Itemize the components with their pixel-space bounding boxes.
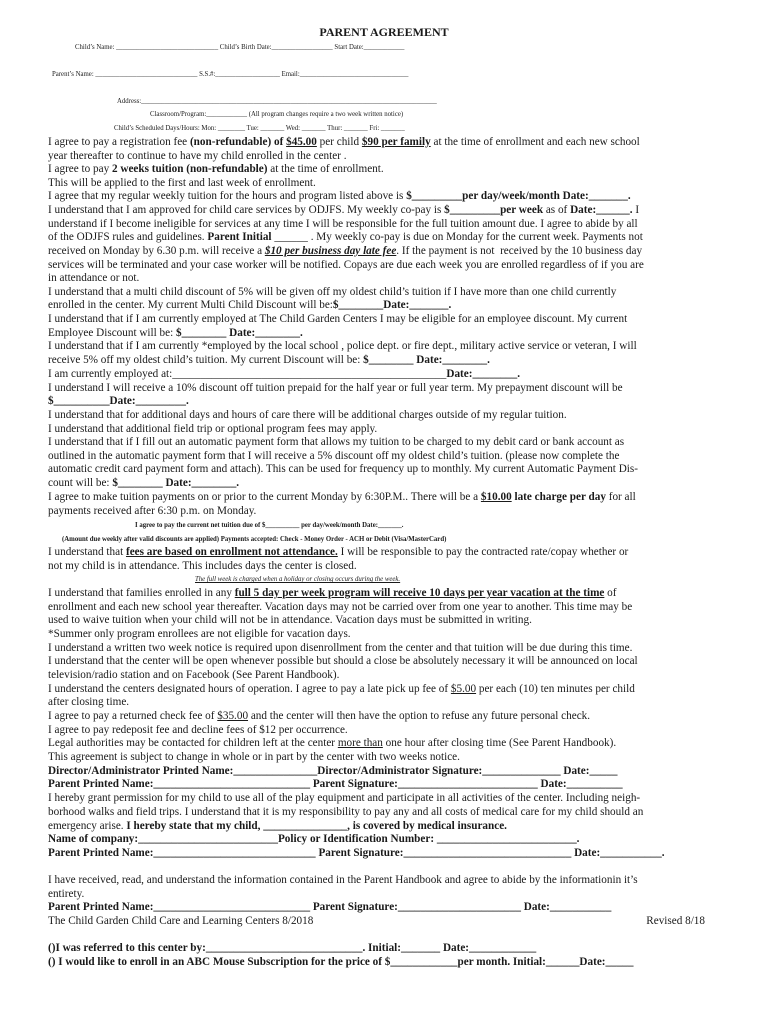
employee-line-1: I understand that if I am currently employed at The Child Garden Centers I may be eligible for an employee discount. My current (48, 313, 628, 325)
closing-line-2: television/radio station and on Facebook (See Parent Handbook). (48, 669, 340, 681)
insured-child-field[interactable]: I hereby state that my child, _______________, is covered by medical insurance. (126, 820, 507, 832)
parent-signature-row-2[interactable]: Parent Printed Name:_____________________________ Parent Signature:______________________________ Date:___________. (48, 847, 665, 859)
prepay-line-1: I understand I will receive a 10% discount off tuition prepaid for the half year or full year term. My prepayment discount will be (48, 382, 623, 394)
footer-revision: Revised 8/18 (646, 915, 705, 927)
auto-pay-discount-field[interactable]: $________ Date:________. (112, 477, 240, 489)
fees-line-2: not my child is in attendance. This includes days the center is closed. (48, 560, 357, 572)
redeposit-fee-line: I agree to pay redeposit fee and decline fees of $12 per occurrence. (48, 724, 348, 736)
military-discount-field[interactable]: $________ Date:________. (363, 354, 490, 366)
employer-date-field[interactable]: Date:________. (446, 368, 520, 380)
odjfs-line-1: I understand that I am approved for child care services by ODJFS. My weekly co-pay is $_________per week as of Date:______. I (48, 204, 640, 216)
copay-field[interactable]: $_________per week (444, 204, 544, 216)
weekly-tuition-field[interactable]: $_________per day/week/month Date:_______. (406, 190, 631, 202)
parent-initial-field[interactable]: ______ . My weekly co-pay is due on Monday for the current week. Payments not (271, 231, 643, 243)
abc-mouse-row[interactable]: () I would like to enroll in an ABC Mouse Subscription for the price of $____________per month. Initial:______Date:_____ (48, 956, 634, 968)
military-line-2: receive 5% off my oldest child’s tuition. My current Discount will be: $________ Date:________. (48, 354, 490, 366)
odjfs-line-2: understand if I become ineligible for services at any time I will be responsible for the full tuition amount due. I agree to abide by all (48, 218, 638, 230)
director-signature-row[interactable]: Director/Administrator Printed Name:_______________Director/Administrator Signature:______________ Date:_____ (48, 765, 618, 777)
odjfs-line-6: in attendance or not. (48, 272, 140, 284)
returned-check-line: I agree to pay a returned check fee of $35.00 and the center will then have the option to refuse any future personal check. (48, 710, 591, 722)
registration-fee-line-2: year thereafter to continue to have my child enrolled in the center . (48, 150, 347, 162)
fees-line-1: I understand that fees are based on enrollment not attendance. I will be responsible to pay the contracted rate/copay whether or (48, 546, 629, 558)
multi-child-line-2: enrolled in the center. My current Multi Child Discount will be:$________Date:_______. (48, 299, 452, 311)
registration-fee-line: I agree to pay a registration fee (non-refundable) of $45.00 per child $90 per family at the time of enrollment and each new school (48, 136, 640, 148)
full-week-note: The full week is charged when a holiday or closing occurs during the week. (195, 576, 401, 583)
referral-row[interactable]: ()I was referred to this center by:____________________________. Initial:_______ Date:____________ (48, 942, 537, 954)
handbook-line-1: I have received, read, and understand the information contained in the Parent Handbook and agree to abide by the informationin it’s (48, 874, 638, 886)
auto-pay-line-4: count will be: $________ Date:________. (48, 477, 240, 489)
parent-signature-row-3[interactable]: Parent Printed Name:____________________________ Parent Signature:______________________ Date:___________ (48, 901, 612, 913)
field-trip-line: I understand that additional field trip or optional program fees may apply. (48, 423, 378, 435)
parent-info-row[interactable]: Parent’s Name: ______________________________ S.S.#:___________________ Email:________________________________ (52, 71, 409, 78)
copay-date-field[interactable]: Date:______. (570, 204, 633, 216)
address-field[interactable]: Address:_______________________________________________________________________________________ (117, 98, 437, 105)
military-line-3: I am currently employed at:_________________________________________________Date:________. (48, 368, 520, 380)
closing-line-1: I understand that the center will be open whenever possible but should a close be absolutely necessary it will be announced on local (48, 655, 638, 667)
late-pickup-line-2: after closing time. (48, 696, 130, 708)
child-info-row[interactable]: Child’s Name: ______________________________ Child’s Birth Date:__________________ Start Date:____________ (75, 44, 405, 51)
late-pickup-line-1: I understand the centers designated hours of operation. I agree to pay a late pick up fee of $5.00 per each (10) ten minutes per child (48, 683, 635, 695)
late-charge-line-2: payments received after 6:30 p.m. on Monday. (48, 505, 257, 517)
military-line-1: I understand that if I am currently *employed by the local school , police dept. or fire dept., military active service or veteran, I will (48, 340, 637, 352)
odjfs-line-3: of the ODJFS rules and guidelines. Parent Initial ______ . My weekly co-pay is due on Monday for the current week. Payments not (48, 231, 643, 243)
tuition-deposit-line: I agree to pay 2 weeks tuition (non-refundable) at the time of enrollment. (48, 163, 384, 175)
employee-discount-field[interactable]: $________ Date:________. (176, 327, 303, 339)
auto-pay-line-3: automatic credit card payment form and attach). This can be used for frequency up to monthly. My current Automatic Payment Dis- (48, 463, 638, 475)
footer-organization: The Child Garden Child Care and Learning Centers 8/2018 (48, 915, 314, 927)
prepay-discount-field[interactable]: $__________Date:_________. (48, 395, 189, 407)
net-tuition-field[interactable]: I agree to pay the current net tuition due of $__________ per day/week/month Date:_______. (135, 522, 404, 529)
permission-line-3: emergency arise. I hereby state that my child, _______________, is covered by medical insurance. (48, 820, 507, 832)
vacation-line-2: enrollment and each new school year thereafter. Vacation days may not be carried over from one year to another. This time may be (48, 601, 633, 613)
subject-to-change-line: This agreement is subject to change in whole or in part by the center with two weeks notice. (48, 751, 460, 763)
additional-charges-line: I understand that for additional days and hours of care there will be additional charges outside of my regular tuition. (48, 409, 567, 421)
permission-line-2: borhood walks and field trips. I understand that it is my responsibility to pay any and all costs of medical care for my child should an (48, 806, 644, 818)
odjfs-line-5: services will be terminated and your case worker will be notified. Copays are due each week you are enrolled regardless of if you are (48, 259, 644, 271)
late-charge-line-1: I agree to make tuition payments on or prior to the current Monday by 6:30P.M.. There will be a $10.00 late charge per day for all (48, 491, 636, 503)
vacation-line-1: I understand that families enrolled in any full 5 day per week program will receive 10 days per year vacation at the time of (48, 587, 617, 599)
employer-field[interactable]: _________________________________________________ (172, 368, 447, 380)
classroom-field[interactable]: Classroom/Program:____________ (All program changes require a two week written notice) (150, 111, 404, 118)
employee-line-2: Employee Discount will be: $________ Date:________. (48, 327, 303, 339)
multi-child-discount-field[interactable]: $________Date:_______. (332, 299, 452, 311)
auto-pay-line-1: I understand that if I fill out an automatic payment form that allows my tuition to be charged to my debit card or bank account as (48, 436, 625, 448)
odjfs-line-4: received on Monday by 6.30 p.m. will receive a $10 per business day late fee. If the payment is not received by the 10 business day (48, 245, 643, 257)
tuition-deposit-line-2: This will be applied to the first and last week of enrollment. (48, 177, 316, 189)
handbook-line-2: entirety. (48, 888, 85, 900)
vacation-line-4: *Summer only program enrollees are not eligible for vacation days. (48, 628, 351, 640)
document-title: PARENT AGREEMENT (319, 25, 449, 39)
schedule-field[interactable]: Child’s Scheduled Days/Hours: Mon: ________ Tue: _______ Wed: _______ Thur: _______ Fri: _______ (114, 125, 405, 132)
parent-signature-row-1[interactable]: Parent Printed Name:____________________________ Parent Signature:_________________________ Date:__________ (48, 778, 623, 790)
insurance-company-row[interactable]: Name of company:_________________________Policy or Identification Number: _________________________. (48, 833, 580, 845)
auto-pay-line-2: outlined in the automatic payment form that I will receive a 5% discount off my oldest child’s tuition. (please now complete the (48, 450, 620, 462)
disenrollment-line: I understand a written two week notice is required upon disenrollment from the center and that tuition will be due during this time. (48, 642, 633, 654)
vacation-line-3: used to waive tuition when your child will not be in attendance. Vacation days must be submitted in writing. (48, 614, 532, 626)
amount-due-note: (Amount due weekly after valid discounts are applied) Payments accepted: Check - Money Order - ACH or Debit (Visa/MasterCard) (62, 536, 447, 543)
legal-authorities-line: Legal authorities may be contacted for children left at the center more than one hour after closing time (See Parent Handbook). (48, 737, 617, 749)
weekly-tuition-line: I agree that my regular weekly tuition for the hours and program listed above is $_________per day/week/month Date:_______. (48, 190, 631, 202)
multi-child-line-1: I understand that a multi child discount of 5% will be given off my oldest child’s tuition if I have more than one child currently (48, 286, 617, 298)
permission-line-1: I hereby grant permission for my child to use all of the play equipment and participate in all activities of the center. Including neigh- (48, 792, 641, 804)
